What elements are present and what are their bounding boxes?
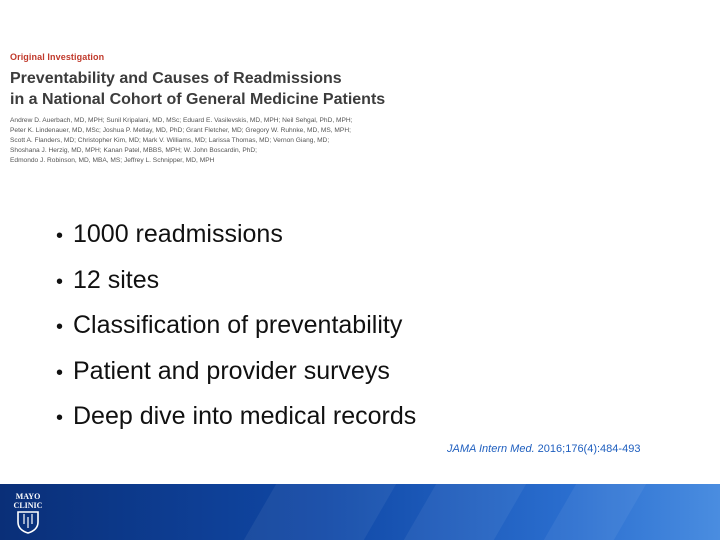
citation-details: 2016;176(4):484-493 <box>534 443 641 455</box>
logo-text-clinic: CLINIC <box>13 501 43 510</box>
footer-decor-band <box>404 484 526 540</box>
bullet-item <box>56 258 416 304</box>
logo-text-mayo: MAYO <box>15 492 41 501</box>
citation <box>447 443 640 455</box>
bullet-text: 12 sites <box>73 265 160 294</box>
article-title-line-2: in a National Cohort of General Medicine Patients <box>10 91 386 108</box>
footer-decor-band <box>544 484 646 540</box>
article-authors <box>10 116 390 166</box>
bullet-text: Classification of preventability <box>73 311 403 339</box>
article-title <box>10 68 390 110</box>
bullet-item <box>56 212 416 258</box>
bullet-text: Deep dive into medical records <box>73 402 417 430</box>
article-title-line-1: Preventability and Causes of Readmissions <box>10 70 342 87</box>
bullet-text: 1000 readmissions <box>73 220 283 248</box>
bullet-icon: • <box>56 270 64 293</box>
footer-decor-band <box>244 484 396 540</box>
footer-bar <box>0 484 720 540</box>
bullet-icon: • <box>56 316 64 338</box>
bullet-icon: • <box>56 361 64 384</box>
author-line: Andrew D. Auerbach, MD, MPH; Sunil Kripalani, MD, MSc; Eduard E. Vasilevskis, MD, MPH; Neil Sehgal, PhD, MPH; <box>10 117 353 124</box>
author-line: Scott A. Flanders, MD; Christopher Kim, MD; Mark V. Williams, MD; Larissa Thomas, MD; Vernon Giang, MD; <box>10 137 330 144</box>
bullet-item <box>56 349 416 395</box>
bullet-item <box>56 394 416 440</box>
author-line: Edmondo J. Robinson, MD, MBA, MS; Jeffrey L. Schnipper, MD, MPH <box>10 157 215 164</box>
author-line: Shoshana J. Herzig, MD, MPH; Kanan Patel, MBBS, MPH; W. John Boscardin, PhD; <box>10 147 257 154</box>
bullet-text: Patient and provider surveys <box>73 356 390 385</box>
author-line: Peter K. Lindenauer, MD, MSc; Joshua P. Metlay, MD, PhD; Grant Fletcher, MD; Gregory W. Ruhnke, MD, MS, MPH; <box>10 127 351 134</box>
bullet-icon: • <box>56 407 64 429</box>
mayo-clinic-logo <box>6 490 50 534</box>
bullet-item <box>56 303 416 349</box>
article-header <box>10 52 390 166</box>
mayo-clinic-shield-icon <box>6 490 50 534</box>
article-type-label: Original Investigation <box>10 52 105 62</box>
citation-journal: JAMA Intern Med. <box>447 443 535 455</box>
bullet-icon: • <box>56 225 64 247</box>
bullet-list <box>56 212 416 440</box>
